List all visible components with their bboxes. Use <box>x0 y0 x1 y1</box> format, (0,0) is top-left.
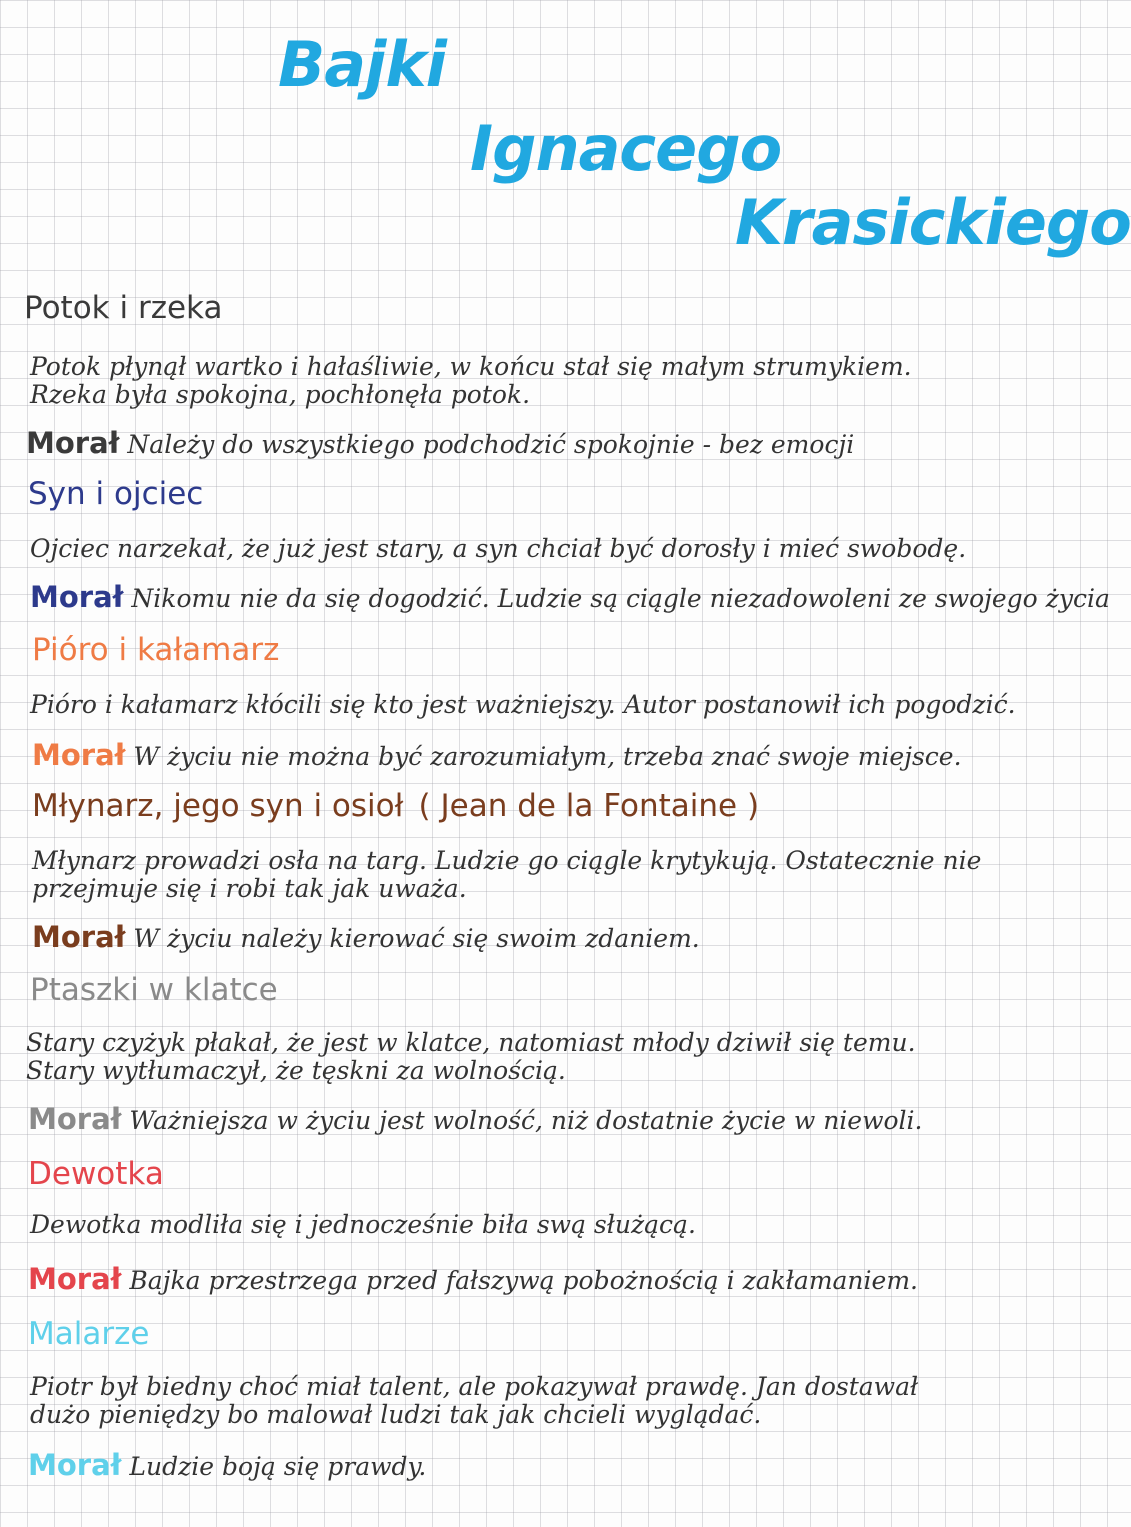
moral-text: W życiu należy kierować się swoim zdaniem. <box>133 924 700 953</box>
moral-label: Morał <box>30 580 124 614</box>
fable-moral-syn <box>30 580 1110 614</box>
moral-label: Morał <box>32 920 126 954</box>
fable-summary-syn-1: Ojciec narzekał, że już jest stary, a syn chciał być dorosły i mieć swobodę. <box>30 534 967 563</box>
title-line-2: Ignacego <box>470 112 782 185</box>
title-line-3: Krasickiego <box>735 186 1131 259</box>
fable-moral-ptaszki <box>28 1102 923 1136</box>
moral-label: Morał <box>32 738 126 772</box>
fable-moral-dewotka <box>28 1262 918 1296</box>
moral-text: Ważniejsza w życiu jest wolność, niż dostatnie życie w niewoli. <box>129 1106 923 1135</box>
moral-text: Bajka przestrzega przed fałszywą pobożnością i zakłamaniem. <box>129 1266 918 1295</box>
moral-text: Ludzie boją się prawdy. <box>129 1452 427 1481</box>
fable-summary-mlynarz-2: przejmuje się i robi tak jak uważa. <box>32 874 467 903</box>
fable-summary-malarze-2: dużo pieniędzy bo malował ludzi tak jak chcieli wyglądać. <box>30 1400 762 1429</box>
moral-label: Morał <box>28 1102 122 1136</box>
fable-summary-potok-1: Potok płynął wartko i hałaśliwie, w końcu stał się małym strumykiem. <box>30 352 912 381</box>
fable-heading-potok: Potok i rzeka <box>24 290 223 326</box>
moral-label: Morał <box>28 1262 122 1296</box>
fable-summary-malarze-1: Piotr był biedny choć miał talent, ale pokazywał prawdę. Jan dostawał <box>30 1372 919 1401</box>
fable-summary-dewotka-1: Dewotka modliła się i jednocześnie biła swą służącą. <box>30 1210 696 1239</box>
fable-summary-ptaszki-1: Stary czyżyk płakał, że jest w klatce, natomiast młody dziwił się temu. <box>26 1028 916 1057</box>
fable-summary-mlynarz-1: Młynarz prowadzi osła na targ. Ludzie go ciągle krytykują. Ostatecznie nie <box>32 846 982 875</box>
fable-summary-ptaszki-2: Stary wytłumaczył, że tęskni za wolnością. <box>26 1056 566 1085</box>
title-line-1: Bajki <box>278 28 446 101</box>
fable-moral-pioro <box>32 738 962 772</box>
moral-text: Należy do wszystkiego podchodzić spokojnie - bez emocji <box>127 430 855 459</box>
fable-heading-pioro: Pióro i kałamarz <box>32 632 280 668</box>
fable-summary-potok-2: Rzeka była spokojna, pochłonęła potok. <box>30 380 531 409</box>
fable-moral-potok <box>26 426 854 460</box>
fable-heading-malarze: Malarze <box>28 1316 150 1352</box>
moral-text: Nikomu nie da się dogodzić. Ludzie są ciągle niezadowoleni ze swojego życia <box>131 584 1110 613</box>
fable-heading-dewotka: Dewotka <box>28 1156 164 1192</box>
fable-heading-syn: Syn i ojciec <box>28 476 204 512</box>
moral-label: Morał <box>26 426 120 460</box>
fable-heading-ptaszki: Ptaszki w klatce <box>30 972 278 1008</box>
fable-heading-mlynarz: Młynarz, jego syn i osioł <box>32 788 404 824</box>
fable-heading-mlynarz-row <box>32 788 759 824</box>
moral-text: W życiu nie można być zarozumiałym, trzeba znać swoje miejsce. <box>133 742 962 771</box>
fable-moral-mlynarz <box>32 920 700 954</box>
fable-moral-malarze <box>28 1448 426 1482</box>
moral-label: Morał <box>28 1448 122 1482</box>
fable-summary-pioro-1: Pióro i kałamarz kłócili się kto jest ważniejszy. Autor postanowił ich pogodzić. <box>30 690 1016 719</box>
fable-author-note: ( Jean de la Fontaine ) <box>418 788 760 824</box>
